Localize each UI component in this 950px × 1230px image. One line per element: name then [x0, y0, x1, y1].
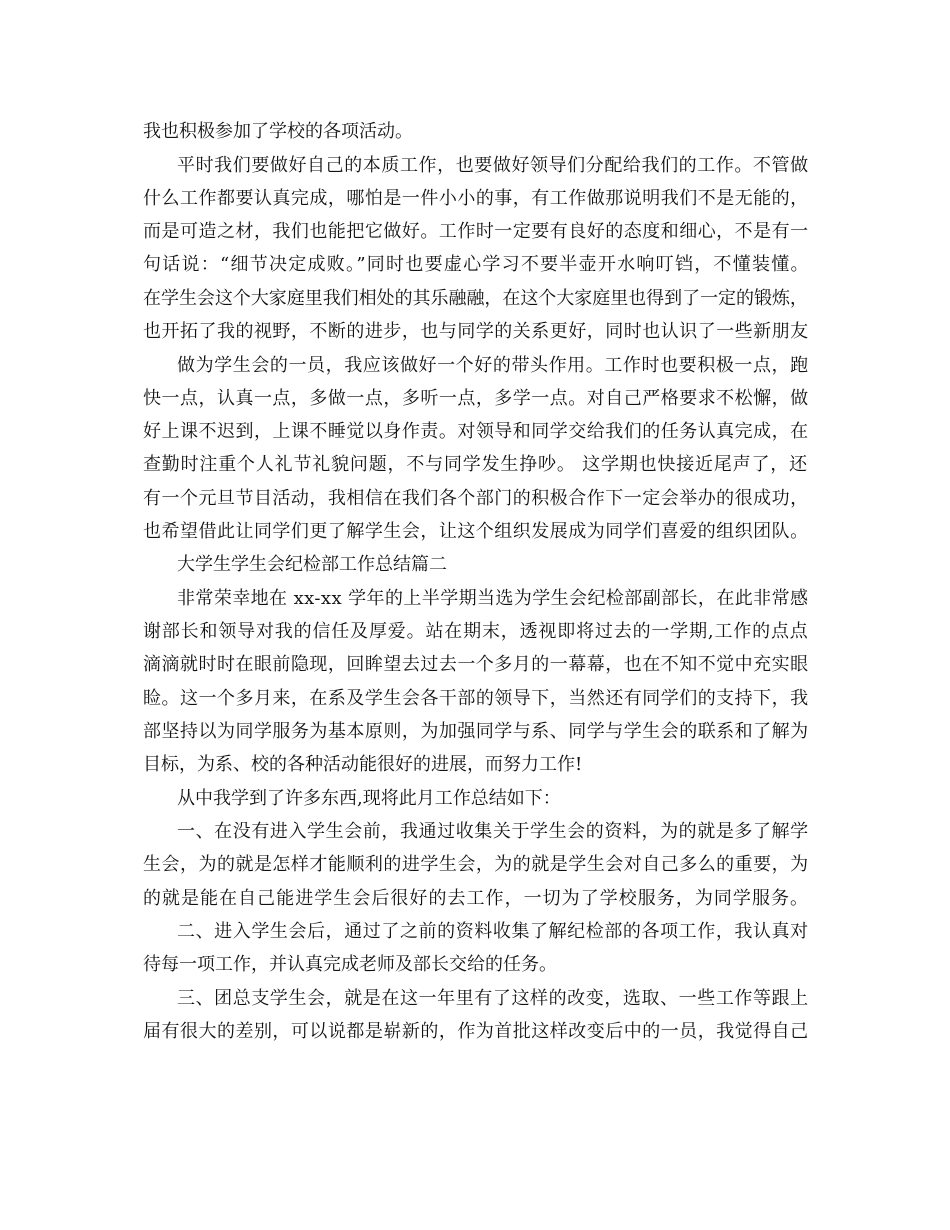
text-line: 待每一项工作，并认真完成老师及部长交给的任务。 [143, 954, 557, 975]
text-line: 好上课不迟到，上课不睡觉以身作责。对领导和同学交给我们的任务认真完成，在 [143, 421, 809, 442]
text-line: 而是可造之材，我们也能把它做好。工作时一定要有良好的态度和细心，不是有一 [143, 221, 809, 242]
text-line: 从中我学到了许多东西,现将此月工作总结如下： [177, 788, 561, 809]
text-line: 做为学生会的一员，我应该做好一个好的带头作用。工作时也要积极一点，跑 [177, 355, 809, 376]
text-line: 部坚持以为同学服务为基本原则，为加强同学与系、同学与学生会的联系和了解为 [143, 721, 809, 742]
text-line: 届有很大的差别，可以说都是崭新的，作为首批这样改变后中的一员，我觉得自己 [143, 1021, 809, 1042]
text-line: 谢部长和领导对我的信任及厚爱。站在期末，透视即将过去的一学期,工作的点点 [143, 621, 809, 642]
text-line: 也希望借此让同学们更了解学生会，让这个组织发展成为同学们喜爱的组织团队。 [143, 521, 809, 542]
text-line: 二、进入学生会后，通过了之前的资料收集了解纪检部的各项工作，我认真对 [177, 921, 809, 942]
text-line: 睑。这一个多月来，在系及学生会各干部的领导下，当然还有同学们的支持下，我 [143, 688, 809, 709]
text-line: 目标，为系、校的各种活动能很好的进展，而努力工作! [143, 754, 583, 775]
text-line: 有一个元旦节目活动，我相信在我们各个部门的积极合作下一定会举办的很成功， [143, 488, 809, 509]
text-line: 平时我们要做好自己的本质工作，也要做好领导们分配给我们的工作。不管做 [177, 155, 809, 176]
text-line: 我也积极参加了学校的各项活动。 [143, 121, 413, 142]
text-line: 句话说：“细节决定成败。”同时也要虚心学习不要半壶开水响叮铛，不懂装懂。 [143, 254, 810, 275]
text-line: 非常荣幸地在 xx-xx 学年的上半学期当选为学生会纪检部副部长，在此非常感 [177, 588, 809, 609]
text-line: 滴滴就时时在眼前隐现，回眸望去过去一个多月的一幕幕，也在不知不觉中充实眼 [143, 654, 809, 675]
text-line: 什么工作都要认真完成，哪怕是一件小小的事，有工作做那说明我们不是无能的， [143, 188, 809, 209]
text-line: 查勤时注重个人礼节礼貌问题，不与同学发生挣吵。 这学期也快接近尾声了，还 [143, 454, 808, 475]
text-line: 在学生会这个大家庭里我们相处的其乐融融，在这个大家庭里也得到了一定的锻炼， [143, 288, 808, 309]
text-line: 快一点，认真一点，多做一点，多听一点，多学一点。对自己严格要求不松懈，做 [143, 388, 809, 409]
text-line: 一、在没有进入学生会前，我通过收集关于学生会的资料，为的就是多了解学 [177, 821, 809, 842]
text-line: 生会，为的就是怎样才能顺利的进学生会，为的就是学生会对自己多么的重要，为 [143, 854, 809, 875]
text-line: 的就是能在自己能进学生会后很好的去工作，一切为了学校服务，为同学服务。 [143, 888, 810, 909]
text-line: 三、团总支学生会，就是在这一年里有了这样的改变，选取、一些工作等跟上 [177, 988, 809, 1009]
text-line: 大学生学生会纪检部工作总结篇二 [177, 554, 447, 575]
text-line: 也开拓了我的视野，不断的进步，也与同学的关系更好，同时也认识了一些新朋友 [143, 321, 809, 342]
